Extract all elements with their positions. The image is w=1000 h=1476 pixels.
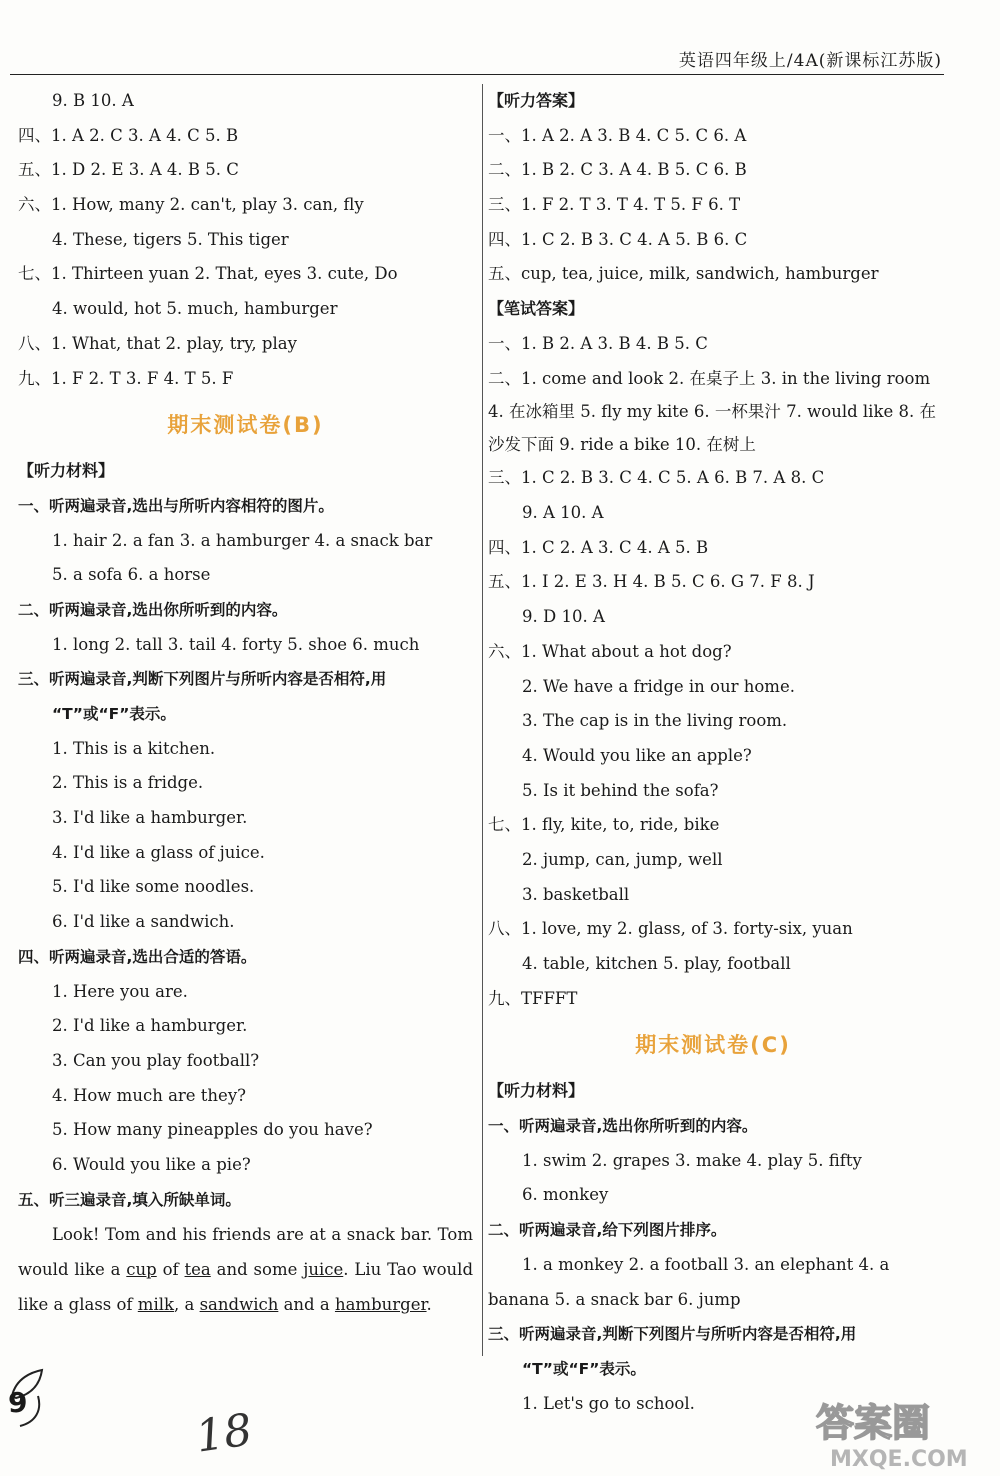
material-line: banana 5. a snack bar 6. jump — [488, 1289, 741, 1309]
material-line: 5. I'd like some noodles. — [52, 877, 255, 897]
section-tag: 【听力答案】 — [488, 91, 585, 110]
section-tag: 【听力材料】 — [18, 461, 115, 481]
answer-line: 五、1. I 2. E 3. H 4. B 5. C 6. G 7. F 8. J — [488, 572, 815, 592]
answer-line: 4. would, hot 5. much, hamburger — [52, 299, 338, 319]
material-line: 1. long 2. tall 3. tail 4. forty 5. shoe 6. much — [52, 634, 420, 654]
answer-line: 2. We have a fridge in our home. — [522, 676, 795, 696]
section-title-b: 期末测试卷(B) — [167, 413, 324, 438]
answer-line: 四、1. A 2. C 3. A 4. C 5. B — [18, 125, 239, 145]
answer-line: 四、1. C 2. B 3. C 4. A 5. B 6. C — [488, 229, 748, 249]
watermark-logo — [796, 1390, 986, 1472]
answer-line: 一、1. B 2. A 3. B 4. B 5. C — [488, 333, 708, 353]
answer-line: 9. A 10. A — [522, 503, 604, 523]
filled-word: hamburger — [334, 1295, 427, 1315]
material-line: 2. I'd like a hamburger. — [52, 1016, 248, 1036]
section-tag: 【听力材料】 — [488, 1081, 585, 1101]
answer-line: 七、1. Thirteen yuan 2. That, eyes 3. cute, Do — [18, 264, 398, 284]
material-line: 5. How many pineapples do you have? — [52, 1120, 373, 1140]
answer-line: 3. basketball — [522, 884, 630, 904]
answer-line: 4. These, tigers 5. This tiger — [52, 229, 289, 249]
material-line: 3. I'd like a hamburger. — [52, 808, 248, 828]
material-line: 5. a sofa 6. a horse — [52, 565, 211, 585]
filled-word: milk — [137, 1295, 174, 1315]
section-title-c: 期末测试卷(C) — [635, 1033, 791, 1058]
instruction: “T”或“F”表示。 — [522, 1359, 646, 1378]
cloze-passage: Look! Tom and his friends are at a snack bar. Tom would like a cup of tea and some juice. Liu Tao would like a glass of milk, a sandwich and a hamburger. — [18, 1225, 474, 1315]
material-line: 4. How much are they? — [52, 1085, 246, 1105]
answer-line: 3. The cap is in the living room. — [522, 711, 788, 731]
material-line: 3. Can you play football? — [52, 1050, 260, 1070]
filled-word: juice — [303, 1260, 344, 1280]
answer-line: 一、1. A 2. A 3. B 4. C 5. C 6. A — [488, 125, 747, 145]
answer-line: 四、1. C 2. A 3. C 4. A 5. B — [488, 537, 709, 557]
section-tag: 【笔试答案】 — [488, 299, 585, 319]
header-divider — [10, 74, 944, 75]
instruction: 四、听两遍录音,选出合适的答语。 — [18, 947, 257, 966]
answer-line: 4. Would you like an apple? — [522, 745, 752, 765]
svg-text:MXQE.COM: MXQE.COM — [830, 1447, 968, 1472]
right-column — [488, 84, 938, 1421]
answer-line: 八、1. What, that 2. play, try, play — [18, 333, 297, 353]
instruction: 一、听两遍录音,选出你所听到的内容。 — [488, 1117, 758, 1136]
instruction: 三、听两遍录音,判断下列图片与所听内容是否相符,用 — [18, 670, 387, 689]
answer-line: 5. Is it behind the sofa? — [522, 780, 719, 800]
answer-line: 2. jump, can, jump, well — [522, 849, 723, 869]
left-column — [18, 84, 473, 1322]
answer-line: 六、1. What about a hot dog? — [488, 641, 732, 661]
material-line: 4. I'd like a glass of juice. — [52, 842, 265, 862]
answer-line: 五、cup, tea, juice, milk, sandwich, hamburger — [488, 264, 879, 284]
material-line: 1. Here you are. — [52, 981, 188, 1001]
material-line: 1. swim 2. grapes 3. make 4. play 5. fifty — [522, 1150, 862, 1170]
instruction: “T”或“F”表示。 — [52, 705, 176, 723]
answer-line: 三、1. C 2. B 3. C 4. C 5. A 6. B 7. A 8. C — [488, 468, 825, 488]
filled-word: cup — [126, 1260, 157, 1280]
answer-line: 八、1. love, my 2. glass, of 3. forty-six, yuan — [488, 919, 853, 939]
answer-line: 三、1. F 2. T 3. T 4. T 5. F 6. T — [488, 195, 741, 215]
instruction: 二、听两遍录音,选出你所听到的内容。 — [18, 600, 288, 619]
material-line: 1. hair 2. a fan 3. a hamburger 4. a snack bar — [52, 530, 433, 550]
material-line: 6. I'd like a sandwich. — [52, 912, 235, 932]
answer-line: 二、1. B 2. C 3. A 4. B 5. C 6. B — [488, 160, 747, 180]
material-line: 6. Would you like a pie? — [52, 1154, 251, 1174]
instruction: 二、听两遍录音,给下列图片排序。 — [488, 1221, 727, 1240]
column-divider — [482, 84, 483, 1356]
page-number: 9 — [2, 1366, 50, 1428]
answer-line: 九、1. F 2. T 3. F 4. T 5. F — [18, 368, 234, 388]
filled-word: sandwich — [199, 1295, 279, 1315]
running-header: 英语四年级上/4A(新课标江苏版) — [678, 51, 942, 71]
material-line: 1. a monkey 2. a football 3. an elephant 4. a — [522, 1254, 890, 1274]
answer-line: 4. table, kitchen 5. play, football — [522, 954, 791, 974]
material-line: 6. monkey — [522, 1185, 609, 1205]
answer-paragraph: 二、1. come and look 2. 在桌子上 3. in the living room 4. 在冰箱里 5. fly my kite 6. 一杯果汁 7. would like 8. 在沙发下面 9. ride a bike 10. 在树上 — [488, 368, 936, 455]
answer-line: 9. B 10. A — [52, 91, 134, 110]
answer-line: 七、1. fly, kite, to, ride, bike — [488, 815, 720, 835]
instruction: 一、听两遍录音,选出与所听内容相符的图片。 — [18, 496, 334, 515]
answer-line: 九、TFFFT — [488, 988, 578, 1008]
answer-line: 五、1. D 2. E 3. A 4. B 5. C — [18, 160, 239, 180]
material-line: 1. This is a kitchen. — [52, 738, 216, 758]
filled-word: tea — [184, 1260, 211, 1280]
handwritten-note: 18 — [192, 1404, 256, 1463]
svg-text:答案圈: 答案圈 — [816, 1401, 931, 1445]
answer-line: 六、1. How, many 2. can't, play 3. can, fly — [18, 195, 364, 215]
instruction: 五、听三遍录音,填入所缺单词。 — [18, 1190, 241, 1209]
material-line: 1. Let's go to school. — [522, 1393, 695, 1413]
material-line: 2. This is a fridge. — [52, 773, 204, 793]
answer-line: 9. D 10. A — [522, 607, 605, 627]
instruction: 三、听两遍录音,判断下列图片与所听内容是否相符,用 — [488, 1325, 857, 1344]
